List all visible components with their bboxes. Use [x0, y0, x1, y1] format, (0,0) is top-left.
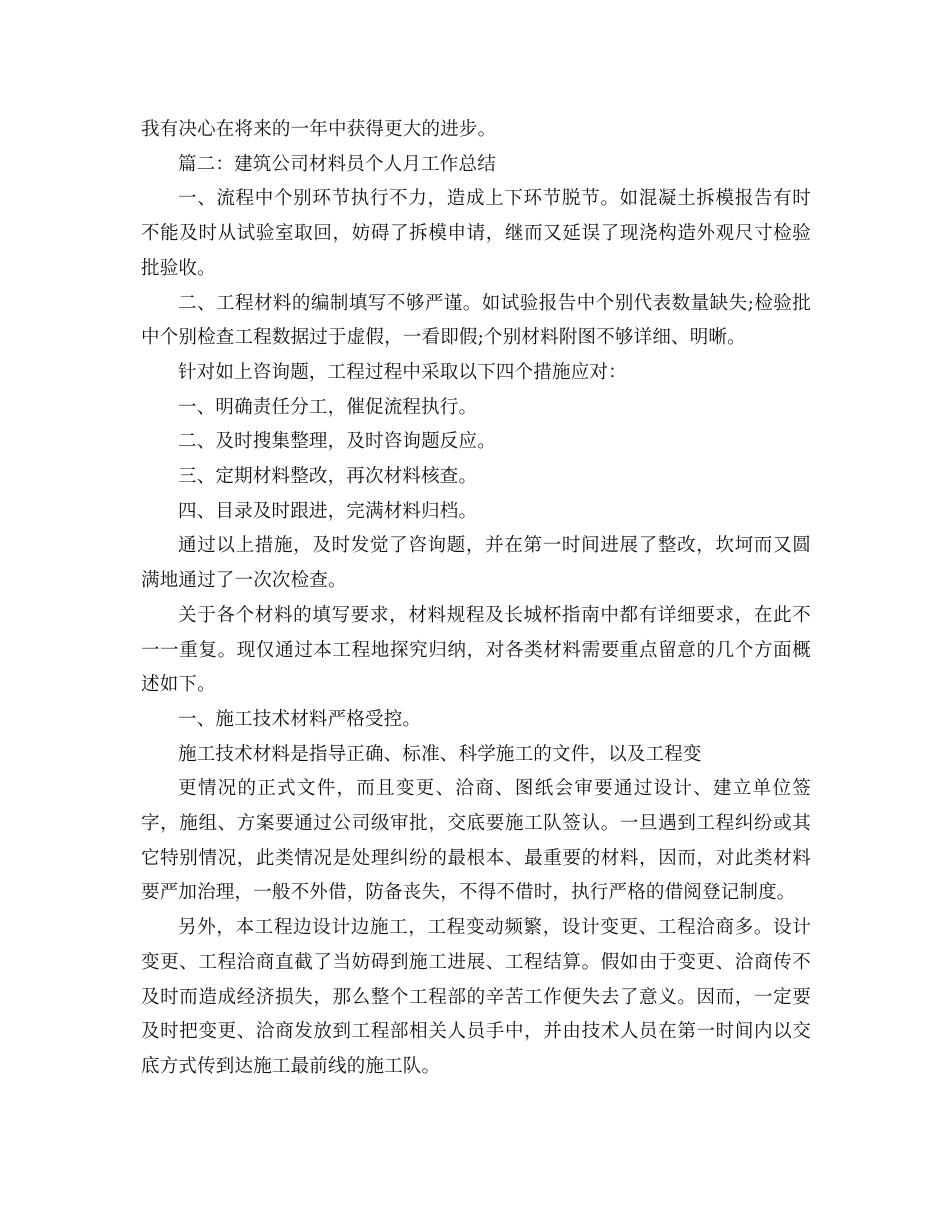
paragraph-technical-materials-continued: 更情况的正式文件，而且变更、洽商、图纸会审要通过设计、建立单位签字，施组、方案要通过公司级审批，交底要施工队签认。一旦遇到工程纠纷或其它特别情况，此类情况是处理纠纷的最根本、最重要的材料，因而，对此类材料要严加治理，一般不外借，防备丧失，不得不借时，执行严格的借阅登记制度。 [141, 778, 811, 904]
paragraph-issue-2: 二、工程材料的编制填写不够严谨。如试验报告中个别代表数量缺失;检验批中个别检查工程数据过于虚假，一看即假;个别材料附图不够详细、明晰。 [141, 292, 811, 349]
paragraph-design-changes: 另外，本工程边设计边施工，工程变动频繁，设计变更、工程洽商多。设计变更、工程洽商直截了当妨碍到施工进展、工程结算。假如由于变更、洽商传不及时而造成经济损失，那么整个工程部的辛苦工作便失去了意义。因而，一定要及时把变更、洽商发放到工程部相关人员手中，并由技术人员在第一时间内以交底方式传到达施工最前线的施工队。 [141, 917, 811, 1077]
paragraph-measures-intro: 针对如上咨询题，工程过程中采取以下四个措施应对： [178, 361, 627, 383]
paragraph-requirements-overview: 关于各个材料的填写要求，材料规程及长城杯指南中都有详细要求，在此不一一重复。现仅通过本工程地探究归纳，对各类材料需要重点留意的几个方面概述如下。 [141, 604, 811, 696]
paragraph-closing-sentence: 我有决心在将来的一年中获得更大的进步。 [141, 119, 497, 140]
section-title: 篇二：建筑公司材料员个人月工作总结 [178, 153, 496, 175]
list-item-measure-2: 二、及时搜集整理，及时咨询题反应。 [178, 431, 496, 453]
document-body [141, 113, 811, 1085]
paragraph-issue-1: 一、流程中个别环节执行不力，造成上下环节脱节。如混凝土拆模报告有时不能及时从试验室取回，妨碍了拆模申请，继而又延误了现浇构造外观尺寸检验批验收。 [141, 188, 811, 279]
list-item-measure-3: 三、定期材料整改，再次材料核查。 [178, 466, 478, 488]
subsection-heading: 一、施工技术材料严格受控。 [178, 708, 422, 730]
list-item-measure-4: 四、目录及时跟进，完满材料归档。 [178, 500, 478, 522]
paragraph-measures-result: 通过以上措施，及时发觉了咨询题，并在第一时间进展了整改，坎坷而又圆满地通过了一次次检查。 [141, 535, 811, 592]
list-item-measure-1: 一、明确责任分工，催促流程执行。 [178, 396, 478, 418]
paragraph-technical-materials: 施工技术材料是指导正确、标准、科学施工的文件，以及工程变 [178, 743, 702, 765]
